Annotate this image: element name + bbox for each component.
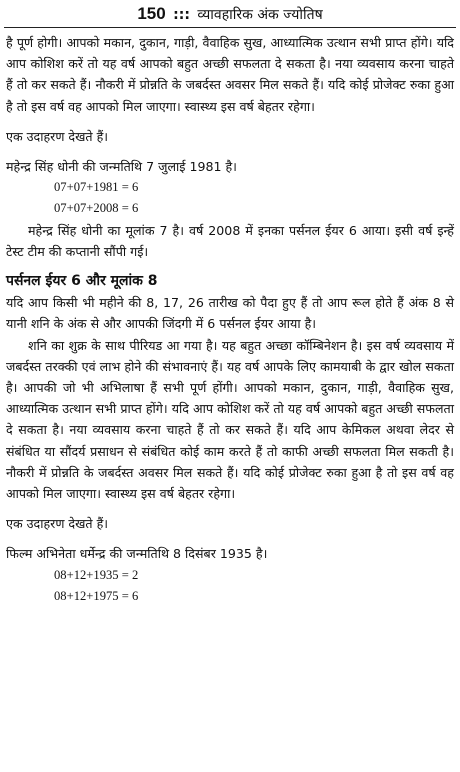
book-title: व्यावहारिक अंक ज्योतिष <box>197 7 323 23</box>
page-number: 150 <box>137 4 166 23</box>
calculation-line: 08+12+1975 = 6 <box>54 588 139 603</box>
calculation-line: 08+12+1935 = 2 <box>54 567 139 582</box>
header-rule <box>4 27 456 28</box>
running-header <box>0 4 460 24</box>
paragraph: महेन्द्र सिंह धोनी की जन्मतिथि 7 जुलाई 1981 है। <box>6 159 237 175</box>
paragraph: महेन्द्र सिंह धोनी का मूलांक 7 है। वर्ष 2008 में इनका पर्सनल ईयर 6 आया। इसी वर्ष इन्हें टेस्ट टीम की कप्तानी सौंपी गई। <box>6 222 454 259</box>
calculation-line: 07+07+1981 = 6 <box>54 180 139 195</box>
calculation-line: 07+07+2008 = 6 <box>54 201 139 216</box>
page-body <box>6 32 454 607</box>
header-separator: ::: <box>173 7 190 23</box>
section-heading: पर्सनल ईयर 6 और मूलांक 8 <box>6 273 158 290</box>
paragraph: है पूर्ण होगी। आपको मकान, दुकान, गाड़ी, वैवाहिक सुख, आध्यात्मिक उत्थान सभी प्राप्त होंगे। यदि आप कोशिश करें तो यह वर्ष आपको बहुत अच्छी सफलता दे सकता है। नया व्यवसाय करना चाहते हैं तो कर सकते हैं। नौकरी में प्रोन्नति के जबर्दस्त अवसर मिल सकते हैं। यदि कोई प्रोजेक्ट रुका हुआ है तो इस वर्ष वह आपको मिल जाएगा। स्वास्थ्य इस वर्ष बेहतर रहेगा। <box>6 35 454 114</box>
paragraph: एक उदाहरण देखते हैं। <box>6 516 109 532</box>
paragraph: फिल्म अभिनेता धर्मेन्द्र की जन्मतिथि 8 दिसंबर 1935 है। <box>6 546 268 562</box>
paragraph: एक उदाहरण देखते हैं। <box>6 128 109 144</box>
paragraph: यदि आप किसी भी महीने की 8, 17, 26 तारीख को पैदा हुए हैं तो आप रूल होते हैं अंक 8 से यानी शनि के अंक से और आपकी जिंदगी में 6 पर्सनल ईयर आया है। <box>6 295 454 332</box>
paragraph: शनि का शुक्र के साथ पीरियड आ गया है। यह बहुत अच्छा कॉम्बिनेशन है। इस वर्ष व्यवसाय में जबर्दस्त तरक्की एवं लाभ होने की संभावनाएं हैं। यह वर्ष आपके लिए कामयाबी के द्वार खोल सकता है। आपकी जो भी अभिलाषा हैं सभी पूर्ण होंगी। आपको मकान, दुकान, गाड़ी, वैवाहिक सुख, आध्यात्मिक उत्थान सभी प्राप्त होंगे। यदि आप कोशिश करें तो यह वर्ष आपको बहुत अच्छी सफलता दे सकता है। नया व्यवसाय करना चाहते हैं तो कर सकते हैं। यदि आप केमिकल अथवा लेदर से संबंधित या सौंदर्य प्रसाधन से संबंधित कोई काम करते हैं तो काफी अच्छी सफलता मिल सकती है। नौकरी में प्रोन्नति के जबर्दस्त अवसर मिल सकते हैं। यदि कोई प्रोजेक्ट रुका हुआ है तो इस वर्ष वह आपको मिल जाएगा। स्वास्थ्य इस वर्ष बेहतर रहेगा। <box>6 337 454 502</box>
